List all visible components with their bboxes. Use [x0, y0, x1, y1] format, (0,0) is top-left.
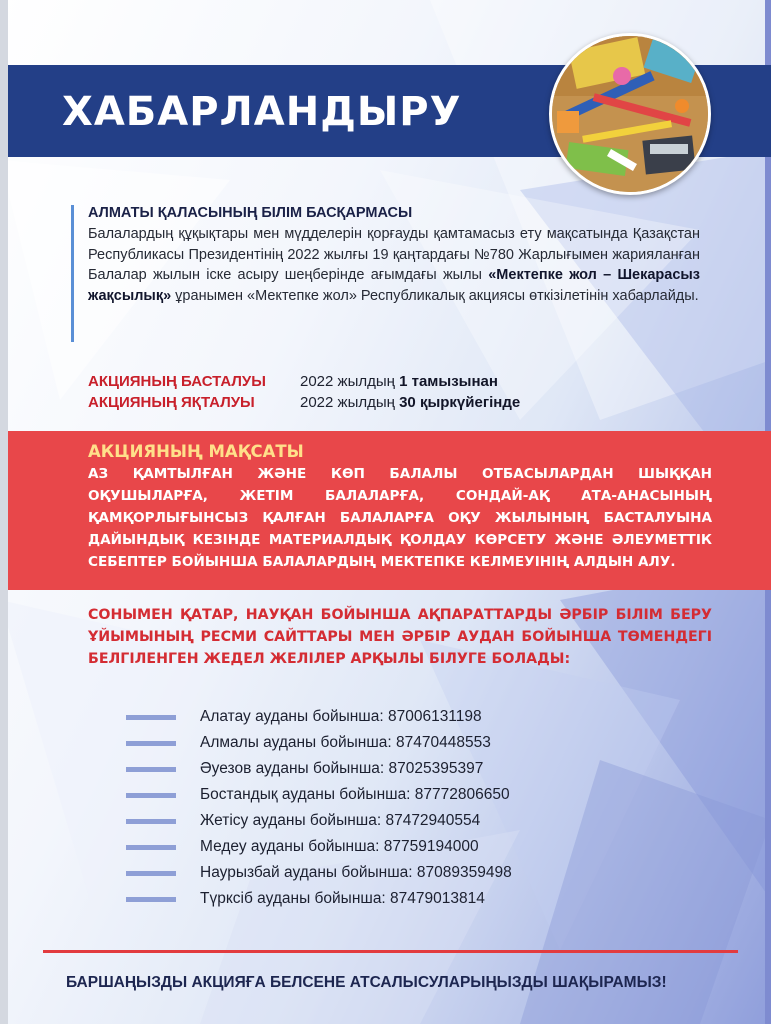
- hotline-item: [126, 756, 512, 782]
- hotline-text: Алатау ауданы бойынша: 87006131198: [200, 708, 482, 725]
- hotline-list: [126, 704, 512, 912]
- left-edge-strip: [0, 0, 8, 1024]
- end-label: АКЦИЯНЫҢ ЯҚТАЛУЫ: [88, 394, 255, 411]
- end-value: [300, 392, 520, 413]
- list-marker: [126, 715, 176, 720]
- intro-section: [88, 204, 700, 306]
- hotline-text: Алмалы ауданы бойынша: 87470448553: [200, 734, 491, 751]
- hotline-text: Түрксіб ауданы бойынша: 87479013814: [200, 890, 485, 907]
- list-marker: [126, 793, 176, 798]
- hotline-item: [126, 782, 512, 808]
- school-supplies-photo: [549, 33, 711, 195]
- hotline-item: [126, 886, 512, 912]
- footer-divider: [43, 950, 738, 953]
- page-title: ХАБАРЛАНДЫРУ: [62, 89, 462, 135]
- list-marker: [126, 741, 176, 746]
- intro-text-before: Балалардың құқықтары мен мүдделерін қорғауды қамтамасыз ету мақсатында Қазақстан Республикасы Президентінің 2022 жылғы 19 қаңтардағы №780 Жарлығымен жарияланған Балалар жылын іске асыру шеңберінде ағымдағы жылы: [88, 226, 700, 283]
- start-label: АКЦИЯНЫҢ БАСТАЛУЫ: [88, 373, 266, 390]
- hotline-text: Жетісу ауданы бойынша: 87472940554: [200, 812, 481, 829]
- campaign-dates: [88, 371, 520, 413]
- list-marker: [126, 845, 176, 850]
- list-marker: [126, 767, 176, 772]
- hotline-item: [126, 834, 512, 860]
- hotline-text: Бостандық ауданы бойынша: 87772806650: [200, 786, 510, 803]
- goal-text: АЗ ҚАМТЫЛҒАН ЖӘНЕ КӨП БАЛАЛЫ ОТБАСЫЛАРДАН ШЫҚҚАН ОҚУШЫЛАРҒА, ЖЕТІМ БАЛАЛАРҒА, СОНДАЙ-АҚ АТА-АНАСЫНЫҢ ҚАМҚОРЛЫҒЫНСЫЗ ҚАЛҒАН БАЛАЛАРҒА ОҚУ ЖЫЛЫНЫҢ БАСТАЛУЫНА ДАЙЫНДЫҚ КЕЗІНДЕ МАТЕРИАЛДЫҚ ҚОЛДАУ КӨРСЕТУ ЖӘНЕ ӘЛЕУМЕТТІК СЕБЕПТЕР БОЙЫНША БАЛАЛАРДЫҢ МЕКТЕПКЕ КЕЛМЕУІНІҢ АЛДЫН АЛУ.: [88, 466, 712, 570]
- start-date: 1 тамызынан: [399, 373, 498, 390]
- list-marker: [126, 819, 176, 824]
- end-date: 30 қыркүйегінде: [399, 394, 521, 411]
- school-supplies-icon: [552, 36, 708, 192]
- goal-title: АКЦИЯНЫҢ МАҚСАТЫ: [88, 442, 304, 461]
- footer-call-to-action: БАРШАҢЫЗДЫ АКЦИЯҒА БЕЛСЕНЕ АТСАЛЫСУЛАРЫҢЫЗДЫ ШАҚЫРАМЫЗ!: [66, 974, 667, 991]
- hotline-item: [126, 808, 512, 834]
- hotline-text: Медеу ауданы бойынша: 87759194000: [200, 838, 479, 855]
- list-marker: [126, 897, 176, 902]
- intro-accent-bar: [71, 205, 74, 342]
- hotline-item: [126, 730, 512, 756]
- campaign-slogan: «Мектепке жол – Шекарасыз жақсылық»: [88, 267, 700, 304]
- list-marker: [126, 871, 176, 876]
- hotline-item: [126, 860, 512, 886]
- intro-text-after: ұранымен «Мектепке жол» Республикалық акциясы өткізілетінін хабарлайды.: [171, 287, 699, 304]
- organization-name: АЛМАТЫ ҚАЛАСЫНЫҢ БІЛІМ БАСҚАРМАСЫ: [88, 205, 413, 221]
- end-prefix: 2022 жылдың: [300, 394, 400, 411]
- end-date-row: [88, 392, 520, 413]
- hotline-text: Наурызбай ауданы бойынша: 87089359498: [200, 864, 512, 881]
- start-value: [300, 371, 498, 392]
- start-prefix: 2022 жылдың: [300, 373, 400, 390]
- intro-text: [88, 224, 700, 306]
- hotline-item: [126, 704, 512, 730]
- hotline-text: Әуезов ауданы бойынша: 87025395397: [200, 760, 484, 777]
- notice-text: СОНЫМЕН ҚАТАР, НАУҚАН БОЙЫНША АҚПАРАТТАРДЫ ӘРБІР БІЛІМ БЕРУ ҰЙЫМЫНЫҢ РЕСМИ САЙТТАРЫ МЕН ӘРБІР АУДАН БОЙЫНША ТӨМЕНДЕГІ БЕЛГІЛЕНГЕН ЖЕДЕЛ ЖЕЛІЛЕР АРҚЫЛЫ БІЛУГЕ БОЛАДЫ:: [88, 607, 712, 667]
- start-date-row: [88, 371, 520, 392]
